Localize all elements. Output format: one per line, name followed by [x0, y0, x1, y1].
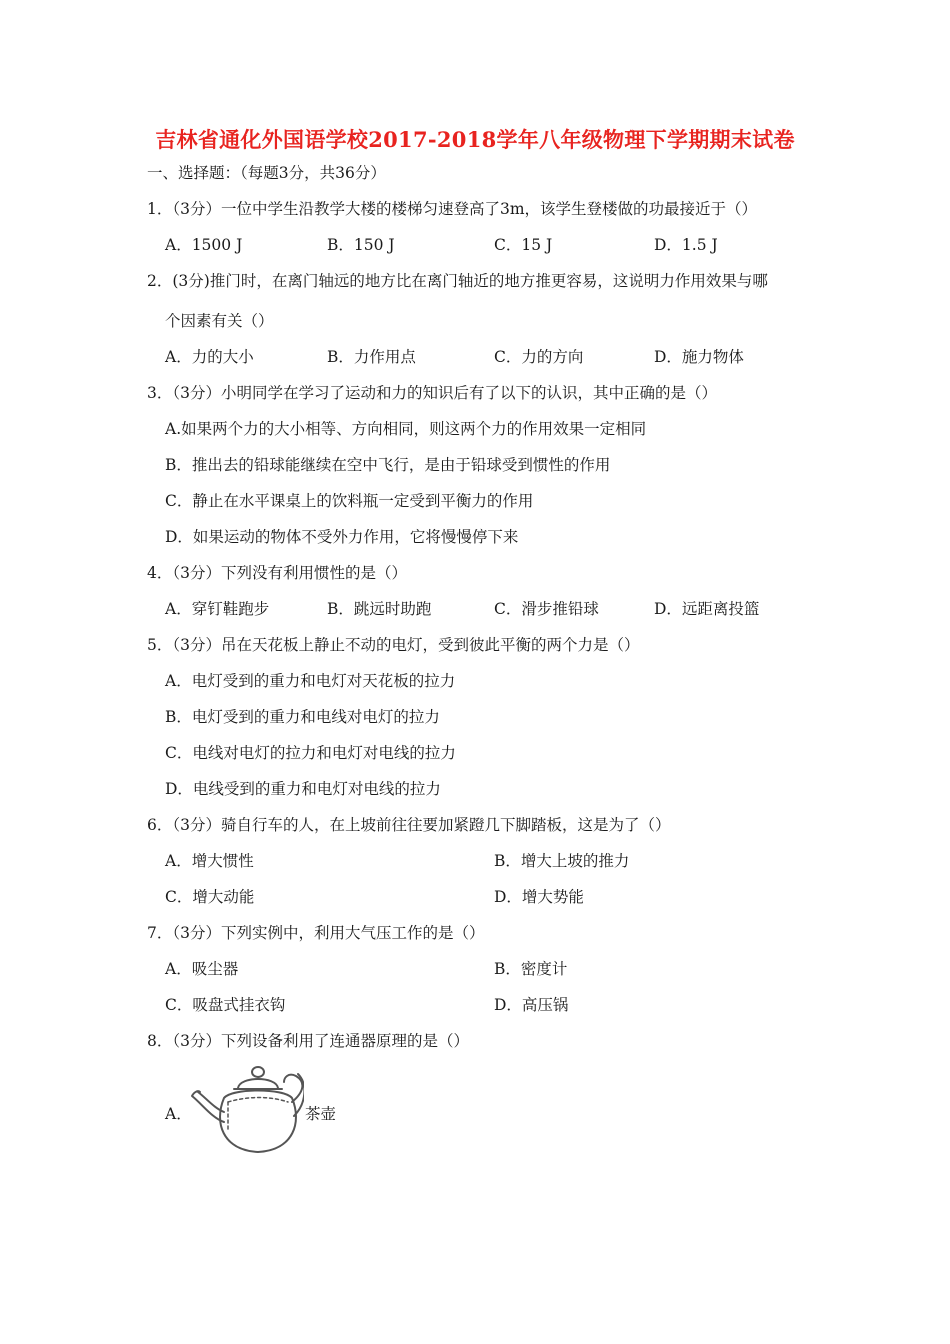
question-stem: 8．（3分）下列设备利用了连通器原理的是（）	[147, 1032, 469, 1050]
option-d: D．高压锅	[494, 996, 569, 1014]
question-stem: 3．（3分）小明同学在学习了运动和力的知识后有了以下的认识，其中正确的是（）	[147, 384, 717, 402]
option-d: D．电线受到的重力和电灯对电线的拉力	[165, 780, 441, 798]
question-stem: 6．（3分）骑自行车的人，在上坡前往往要加紧蹬几下脚踏板，这是为了（）	[147, 816, 671, 834]
option-c: C．静止在水平课桌上的饮料瓶一定受到平衡力的作用	[165, 492, 534, 510]
option-c: C．滑步推铅球	[494, 600, 599, 618]
exam-title: 吉林省通化外国语学校2017-2018学年八年级物理下学期期末试卷	[155, 127, 795, 152]
option-a: A．1500 J	[165, 236, 243, 254]
option-a: A．	[165, 1105, 192, 1123]
option-a: A．电灯受到的重力和电灯对天花板的拉力	[165, 672, 456, 690]
question-stem: 4．（3分）下列没有利用惯性的是（）	[147, 564, 407, 582]
question-stem-continued: 个因素有关（）	[165, 312, 274, 330]
question-stem: 5．（3分）吊在天花板上静止不动的电灯，受到彼此平衡的两个力是（）	[147, 636, 640, 654]
option-a: A．穿钉鞋跑步	[165, 600, 270, 618]
option-c: C．吸盘式挂衣钩	[165, 996, 286, 1014]
option-d: D．远距离投篮	[654, 600, 760, 618]
section-heading: 一、选择题：（每题3分，共36分）	[147, 164, 386, 182]
option-b: B．跳远时助跑	[327, 600, 432, 618]
option-c: C．力的方向	[494, 348, 584, 366]
option-d: D．施力物体	[654, 348, 744, 366]
option-d: D．如果运动的物体不受外力作用，它将慢慢停下来	[165, 528, 519, 546]
option-a: A.如果两个力的大小相等、方向相同，则这两个力的作用效果一定相同	[165, 420, 647, 438]
option-c: C．15 J	[494, 236, 553, 254]
option-a-caption: 茶壶	[305, 1105, 337, 1123]
option-a: A．增大惯性	[165, 852, 254, 870]
teapot-image	[188, 1062, 304, 1156]
option-c: C．增大动能	[165, 888, 255, 906]
question-stem: 2．(3分)推门时，在离门轴远的地方比在离门轴近的地方推更容易，这说明力作用效果与哪	[147, 272, 768, 290]
option-d: D．1.5 J	[654, 236, 718, 254]
question-stem: 1．（3分）一位中学生沿教学大楼的楼梯匀速登高了3m，该学生登楼做的功最接近于（）	[147, 200, 758, 218]
option-c: C．电线对电灯的拉力和电灯对电线的拉力	[165, 744, 456, 762]
option-b: B．力作用点	[327, 348, 416, 366]
option-a: A．力的大小	[165, 348, 254, 366]
question-stem: 7．（3分）下列实例中，利用大气压工作的是（）	[147, 924, 485, 942]
option-b: B．电灯受到的重力和电线对电灯的拉力	[165, 708, 440, 726]
option-b: B．密度计	[494, 960, 568, 978]
option-b: B．推出去的铅球能继续在空中飞行，是由于铅球受到惯性的作用	[165, 456, 611, 474]
option-b: B．增大上坡的推力	[494, 852, 630, 870]
option-b: B．150 J	[327, 236, 395, 254]
option-a: A．吸尘器	[165, 960, 239, 978]
option-d: D．增大势能	[494, 888, 584, 906]
